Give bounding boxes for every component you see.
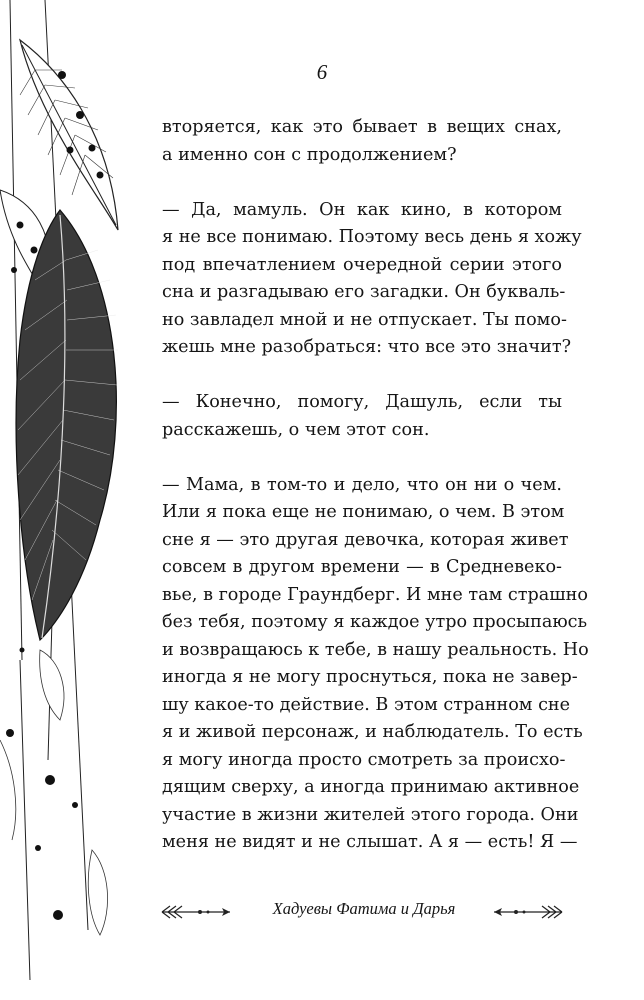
page-number: 6 bbox=[316, 60, 328, 84]
text-line: иногда я не могу проснуться, пока не завер- bbox=[162, 667, 578, 687]
body-text bbox=[162, 114, 589, 857]
feather-large-icon bbox=[16, 210, 118, 640]
text-line: расскажешь, о чем этот сон. bbox=[162, 419, 430, 440]
beads-icon bbox=[6, 648, 78, 921]
text-line: под впечатлением очередной серии этого bbox=[162, 254, 562, 275]
text-line: — Да, мамуль. Он как кино, в котором bbox=[162, 199, 562, 220]
text-line: сне я — это другая девочка, которая живет bbox=[162, 529, 569, 550]
text-line: дящим сверху, а иногда принимаю активное bbox=[162, 777, 580, 797]
paragraph bbox=[162, 389, 562, 444]
book-authors: Хадуевы Фатима и Дарья bbox=[272, 899, 456, 918]
text-line: — Мама, в том-то и дело, что он ни о чем. bbox=[162, 474, 562, 495]
text-line: шу какое-то действие. В этом странном сне bbox=[162, 694, 571, 715]
text-line: совсем в другом времени — в Средневеко- bbox=[162, 557, 562, 577]
paragraph bbox=[162, 197, 582, 362]
text-line: без тебя, поэтому я каждое утро просыпаюсь bbox=[162, 612, 588, 632]
text-line: вторяется, как это бывает в вещих снах, bbox=[162, 117, 562, 137]
text-line: я не все понимаю. Поэтому весь день я хожу bbox=[162, 227, 582, 247]
text-line: я могу иногда просто смотреть за происхо- bbox=[162, 749, 566, 770]
text-line: Или я пока еще не понимаю, о чем. В этом bbox=[162, 502, 565, 522]
arrow-ornament-left-icon bbox=[160, 904, 238, 920]
text-line: участие в жизни жителей этого города. Они bbox=[162, 804, 579, 825]
text-line: а именно сон с продолжением? bbox=[162, 144, 457, 165]
paragraph bbox=[162, 114, 562, 169]
text-line: меня не видят и не слышат. А я — есть! Я — bbox=[162, 832, 578, 852]
text-line: — Конечно, помогу, Дашуль, если ты bbox=[162, 392, 562, 412]
arrow-ornament-right-icon bbox=[486, 904, 564, 920]
paragraph bbox=[162, 472, 589, 857]
text-line: сна и разгадываю его загадки. Он букваль- bbox=[162, 282, 566, 302]
text-line: и возвращаюсь к тебе, в нашу реальность. Но bbox=[162, 639, 589, 660]
text-line: но завладел мной и не отпускает. Ты помо- bbox=[162, 309, 567, 330]
text-line: я и живой персонаж, и наблюдатель. То есть bbox=[162, 722, 583, 742]
running-footer bbox=[160, 896, 564, 926]
feather-bottom-icon bbox=[0, 650, 108, 935]
feather-illustration bbox=[0, 0, 140, 1000]
text-line: вье, в городе Граундберг. И мне там страшно bbox=[162, 584, 588, 605]
text-line: жешь мне разобраться: что все это значит? bbox=[162, 337, 572, 357]
